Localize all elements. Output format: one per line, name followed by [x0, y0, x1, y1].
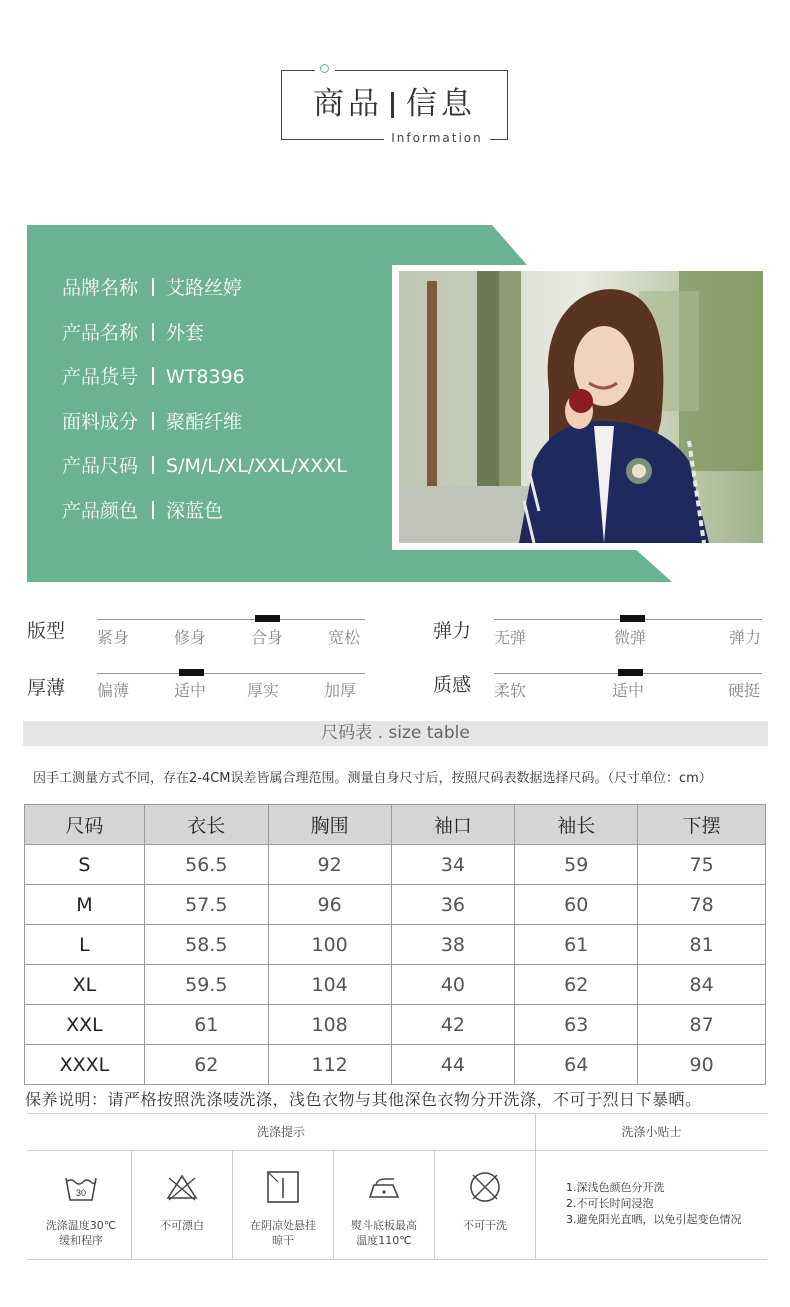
info-row-name: 产品名称 外套 [62, 321, 205, 344]
size-cell: M [25, 885, 145, 925]
table-row [25, 885, 766, 925]
table-cell: 34 [391, 845, 515, 885]
elasticity-option: 微弹 [614, 628, 647, 647]
table-cell: 62 [515, 965, 638, 1005]
tip-item: 2.不可长时间浸泡 [566, 1197, 654, 1210]
tip-item: 3.避免阳光直晒，以免引起变色情况 [566, 1213, 742, 1226]
table-cell: 60 [515, 885, 638, 925]
table-row [25, 845, 766, 885]
wash-caption: 洗涤温度30℃ [45, 1219, 117, 1232]
page-subtitle: Information [391, 131, 483, 145]
line-dry-cell [233, 1152, 333, 1260]
no-bleach-icon [165, 1170, 199, 1204]
table-cell: 59 [515, 845, 638, 885]
texture-scale-marker [618, 669, 643, 676]
product-photo [399, 271, 763, 543]
no-dry-clean-cell [435, 1152, 535, 1260]
elasticity-option: 无弹 [494, 628, 527, 647]
table-cell: 61 [144, 1005, 268, 1045]
care-instructions: 保养说明：请严格按照洗涤唛洗涤，浅色衣物与其他深色衣物分开洗涤，不可于烈日下暴晒。 [25, 1090, 702, 1109]
wash-caption: 缓和程序 [59, 1234, 103, 1247]
thickness-option: 厚实 [247, 681, 280, 700]
no-dry-clean-icon [468, 1170, 502, 1204]
elasticity-scale-marker [620, 615, 645, 622]
table-cell: 63 [515, 1005, 638, 1045]
table-cell: 81 [638, 925, 766, 965]
table-cell: 61 [515, 925, 638, 965]
table-cell: 112 [268, 1045, 391, 1085]
table-cell: 75 [638, 845, 766, 885]
wash-30-icon [64, 1170, 98, 1204]
table-cell: 57.5 [144, 885, 268, 925]
fit-option: 修身 [174, 628, 207, 647]
size-table-header-row [25, 805, 766, 845]
size-cell: XXL [25, 1005, 145, 1045]
title-left: 商品 [313, 86, 383, 122]
elasticity-label: 弹力 [433, 620, 472, 642]
model-photo-illustration [399, 271, 763, 543]
thickness-label: 厚薄 [27, 677, 66, 699]
wash-caption: 不可干洗 [463, 1219, 507, 1232]
wash-caption: 不可漂白 [160, 1219, 204, 1232]
size-cell: L [25, 925, 145, 965]
fit-scale-line [97, 619, 365, 620]
table-cell: 108 [268, 1005, 391, 1045]
column-header: 尺码 [25, 805, 145, 845]
elasticity-option: 弹力 [729, 628, 762, 647]
wash-caption: 温度110℃ [356, 1234, 412, 1247]
page-title [281, 84, 508, 124]
size-table-title: 尺码表 . size table [23, 721, 768, 746]
size-table [24, 804, 766, 1085]
fit-label: 版型 [27, 620, 66, 642]
thickness-option: 适中 [174, 681, 207, 700]
wash-caption: 在阴凉处悬挂 [250, 1219, 316, 1232]
no-bleach-cell [132, 1152, 232, 1260]
info-row-sizes: 产品尺码 S/M/L/XL/XXL/XXXL [62, 455, 347, 477]
table-cell: 58.5 [144, 925, 268, 965]
washing-advice-heading: 洗涤小贴士 [621, 1125, 682, 1139]
washing-tips-list [566, 1180, 742, 1228]
table-cell: 38 [391, 925, 515, 965]
thickness-scale-marker [179, 669, 204, 676]
iron-cell [334, 1152, 434, 1260]
fit-scale-marker [255, 615, 280, 622]
table-cell: 96 [268, 885, 391, 925]
table-cell: 36 [391, 885, 515, 925]
texture-option: 适中 [612, 681, 645, 700]
table-cell: 84 [638, 965, 766, 1005]
table-row [25, 965, 766, 1005]
info-row-fabric: 面料成分 聚酯纤维 [62, 410, 243, 433]
title-divider [391, 92, 394, 118]
fit-option: 宽松 [328, 628, 361, 647]
section-header [0, 0, 790, 200]
table-cell: 42 [391, 1005, 515, 1045]
column-header: 下摆 [638, 805, 766, 845]
size-table-note: 因手工测量方式不同，存在2-4CM误差皆属合理范围。测量自身尺寸后，按照尺码表数据选择尺码。（尺寸单位：cm） [33, 771, 712, 786]
table-cell: 87 [638, 1005, 766, 1045]
table-cell: 62 [144, 1045, 268, 1085]
thickness-option: 加厚 [324, 681, 357, 700]
size-cell: XXXL [25, 1045, 145, 1085]
column-header: 袖口 [391, 805, 515, 845]
table-cell: 44 [391, 1045, 515, 1085]
table-row [25, 925, 766, 965]
info-row-brand: 品牌名称 艾路丝婷 [62, 277, 243, 299]
column-header: 袖长 [515, 805, 638, 845]
table-row [25, 1045, 766, 1085]
line-dry-shade-icon [266, 1170, 300, 1204]
fit-option: 紧身 [97, 628, 130, 647]
table-cell: 104 [268, 965, 391, 1005]
product-info-list [62, 272, 347, 539]
table-cell: 92 [268, 845, 391, 885]
column-header: 胸围 [268, 805, 391, 845]
thickness-scale-line [97, 673, 365, 674]
column-header: 衣长 [144, 805, 268, 845]
table-cell: 100 [268, 925, 391, 965]
info-row-color: 产品颜色 深蓝色 [62, 499, 224, 522]
texture-option: 硬挺 [728, 681, 761, 700]
table-cell: 64 [515, 1045, 638, 1085]
table-cell: 40 [391, 965, 515, 1005]
wash-caption: 晾干 [272, 1234, 294, 1247]
thickness-option: 偏薄 [97, 681, 130, 700]
iron-110-icon [367, 1170, 401, 1204]
info-row-sku: 产品货号 WT8396 [62, 366, 245, 388]
table-cell: 78 [638, 885, 766, 925]
header-dot-ornament [320, 64, 329, 73]
size-cell: S [25, 845, 145, 885]
table-row [25, 1005, 766, 1045]
table-cell: 56.5 [144, 845, 268, 885]
size-cell: XL [25, 965, 145, 1005]
fit-option: 合身 [251, 628, 284, 647]
washing-tips-heading: 洗涤提示 [256, 1125, 305, 1139]
wash-caption: 熨斗底板最高 [351, 1219, 417, 1232]
wash-30-cell [31, 1152, 131, 1260]
svg-text:30: 30 [75, 1188, 87, 1198]
table-cell: 90 [638, 1045, 766, 1085]
title-right: 信息 [406, 86, 476, 122]
table-cell: 59.5 [144, 965, 268, 1005]
texture-option: 柔软 [494, 681, 527, 700]
texture-label: 质感 [433, 674, 472, 696]
tip-item: 1.深浅色颜色分开洗 [566, 1181, 665, 1194]
